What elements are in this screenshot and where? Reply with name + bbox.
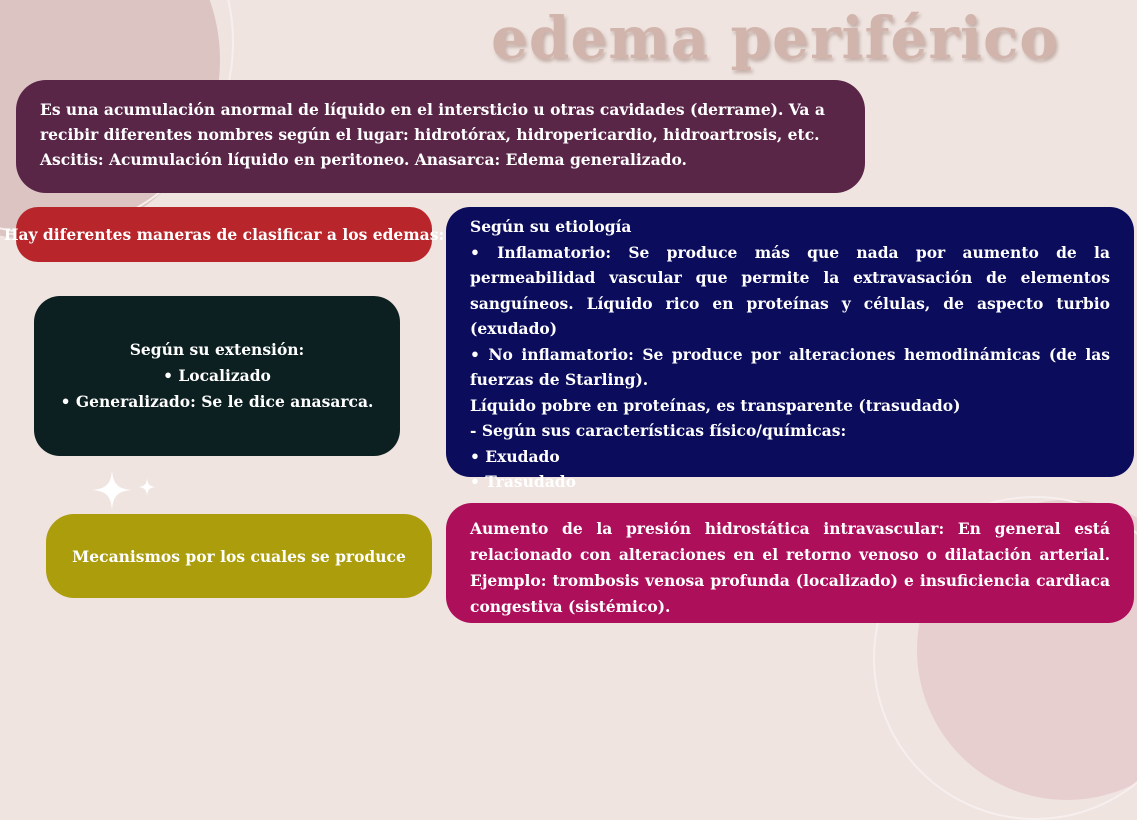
page-title: edema periférico [491, 4, 1059, 72]
extension-item-generalized: • Generalizado: Se le dice anasarca. [60, 392, 374, 411]
classification-banner-label: Hay diferentes maneras de clasificar a los edemas: [3, 225, 445, 244]
etiology-physicochemical-heading: - Según sus características físico/químicas: [470, 421, 847, 440]
extension-heading: Según su extensión: [129, 340, 305, 359]
definition-text: Es una acumulación anormal de líquido en el intersticio u otras cavidades (derrame). Va a recibir diferentes nombres según el lugar: hidrotórax, hidropericardio, hidroartrosis, etc. [40, 100, 825, 144]
etiology-transudate-note: Líquido pobre en proteínas, es transparente (trasudado) [470, 395, 961, 415]
etiology-item-transudate: • Trasudado [470, 472, 576, 491]
sparkle-icon [92, 470, 132, 510]
extension-box [34, 296, 400, 456]
etiology-inflammatory: • Inflamatorio: Se produce más que nada por aumento de la permeabilidad vascular que permite la extravasación de elementos sanguíneos. Líquido rico en proteínas y células, de aspecto turbio (exudado) [470, 242, 1110, 338]
mechanisms-banner-label: Mecanismos por los cuales se produce [72, 546, 406, 566]
etiology-heading: Según su etiología [470, 217, 632, 236]
mechanisms-banner [46, 514, 432, 598]
extension-item-localized: • Localizado [163, 366, 271, 385]
etiology-box [446, 207, 1134, 491]
hydrostatic-pressure-text: Aumento de la presión hidrostática intravascular: En general está relacionado con alteraciones en el retorno venoso o dilatación arterial. Ejemplo: trombosis venosa profunda (localizado) e insuficiencia cardiaca congestiva (sistémico). [470, 519, 1110, 616]
definition-box [16, 80, 865, 193]
definition-text-ascitis: Ascitis: Acumulación líquido en peritoneo. Anasarca: Edema generalizado. [40, 150, 687, 169]
hydrostatic-pressure-box [446, 503, 1134, 623]
classification-banner [3, 207, 445, 262]
etiology-non-inflammatory: • No inflamatorio: Se produce por alteraciones hemodinámicas (de las fuerzas de Starling). [470, 344, 1110, 389]
sparkle-icon-small [138, 478, 156, 496]
etiology-item-exudate: • Exudado [470, 446, 560, 466]
